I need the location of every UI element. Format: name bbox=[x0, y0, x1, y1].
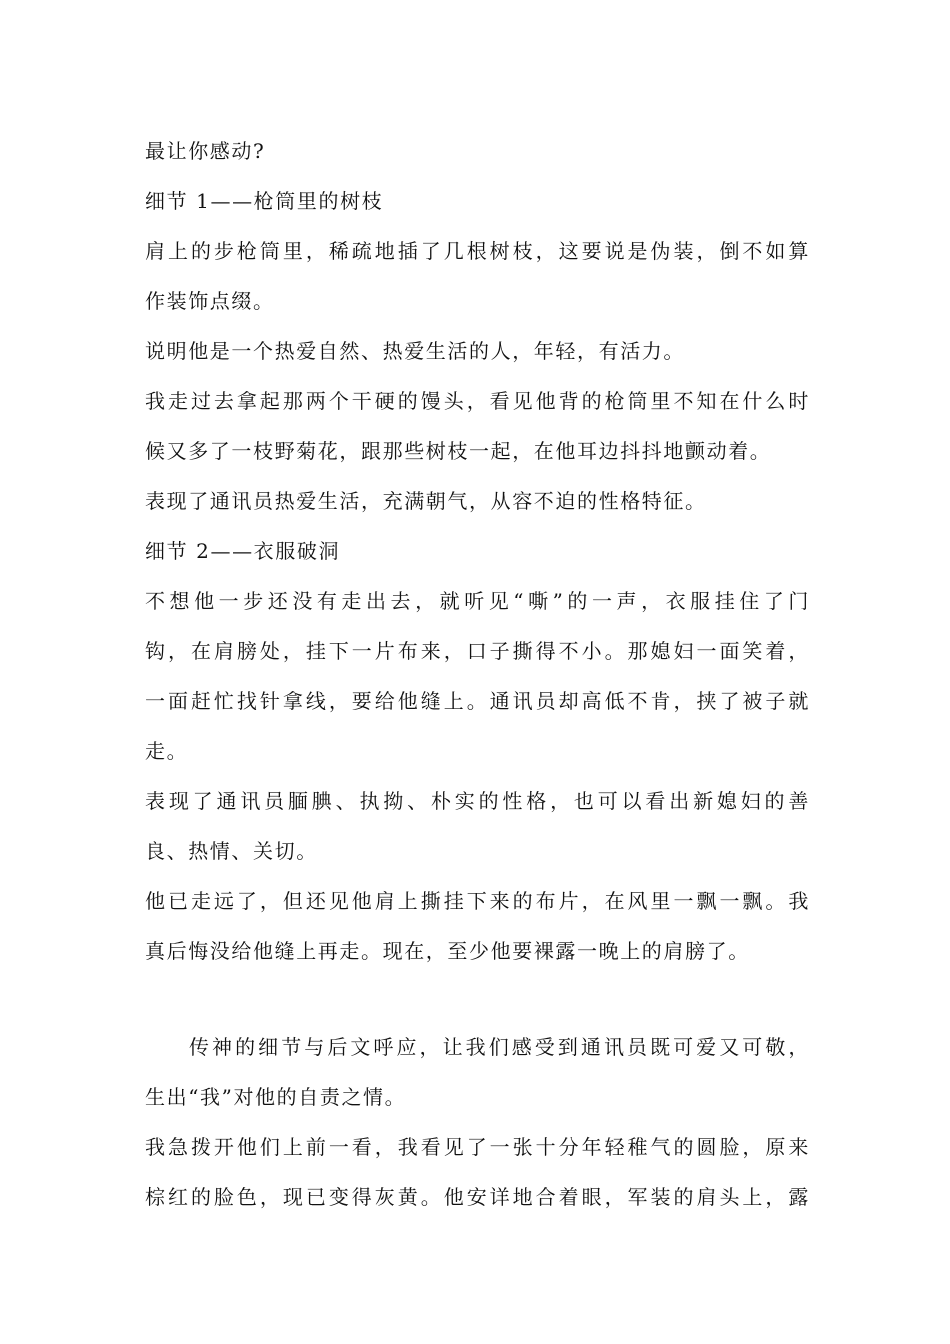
text-line: 棕红的脸色，现已变得灰黄。他安详地合着眼，军装的肩头上，露 bbox=[145, 1185, 810, 1209]
text-line: 我急拨开他们上前一看，我看见了一张十分年轻稚气的圆脸，原来 bbox=[145, 1135, 810, 1159]
text-line: 说明他是一个热爱自然、热爱生活的人，年轻，有活力。 bbox=[145, 339, 685, 363]
text-line: 一面赶忙找针拿线，要给他缝上。通讯员却高低不肯，挟了被子就 bbox=[145, 689, 810, 713]
text-line: 作装饰点缀。 bbox=[145, 289, 275, 313]
text-line: 表现了通讯员热爱生活，充满朝气，从容不迫的性格特征。 bbox=[145, 489, 707, 513]
text-line-question: 最让你感动? bbox=[145, 139, 266, 163]
text-line-indented: 传神的细节与后文呼应，让我们感受到通讯员既可爱又可敬， bbox=[189, 1035, 810, 1059]
text-line: 我走过去拿起那两个干硬的馒头，看见他背的枪筒里不知在什么时 bbox=[145, 389, 810, 413]
text-line: 肩上的步枪筒里，稀疏地插了几根树枝，这要说是伪装，倒不如算 bbox=[145, 239, 810, 263]
text-line: 候又多了一枝野菊花，跟那些树枝一起，在他耳边抖抖地颤动着。 bbox=[145, 439, 772, 463]
text-line: 不想他一步还没有走出去，就听见“嘶”的一声，衣服挂住了门 bbox=[145, 589, 810, 613]
section-heading-detail-1: 细节 1——枪筒里的树枝 bbox=[145, 189, 384, 213]
text-line: 生出“我”对他的自责之情。 bbox=[145, 1085, 407, 1109]
text-line: 钩，在肩膀处，挂下一片布来，口子撕得不小。那媳妇一面笑着， bbox=[145, 639, 810, 663]
text-line: 良、热情、关切。 bbox=[145, 839, 318, 863]
text-line: 他已走远了，但还见他肩上撕挂下来的布片，在风里一飘一飘。我 bbox=[145, 889, 810, 913]
text-line: 真后悔没给他缝上再走。现在，至少他要裸露一晚上的肩膀了。 bbox=[145, 939, 750, 963]
text-line: 走。 bbox=[145, 739, 189, 763]
section-heading-detail-2: 细节 2——衣服破洞 bbox=[145, 539, 341, 563]
text-line: 表现了通讯员腼腆、执拗、朴实的性格，也可以看出新媳妇的善 bbox=[145, 789, 810, 813]
